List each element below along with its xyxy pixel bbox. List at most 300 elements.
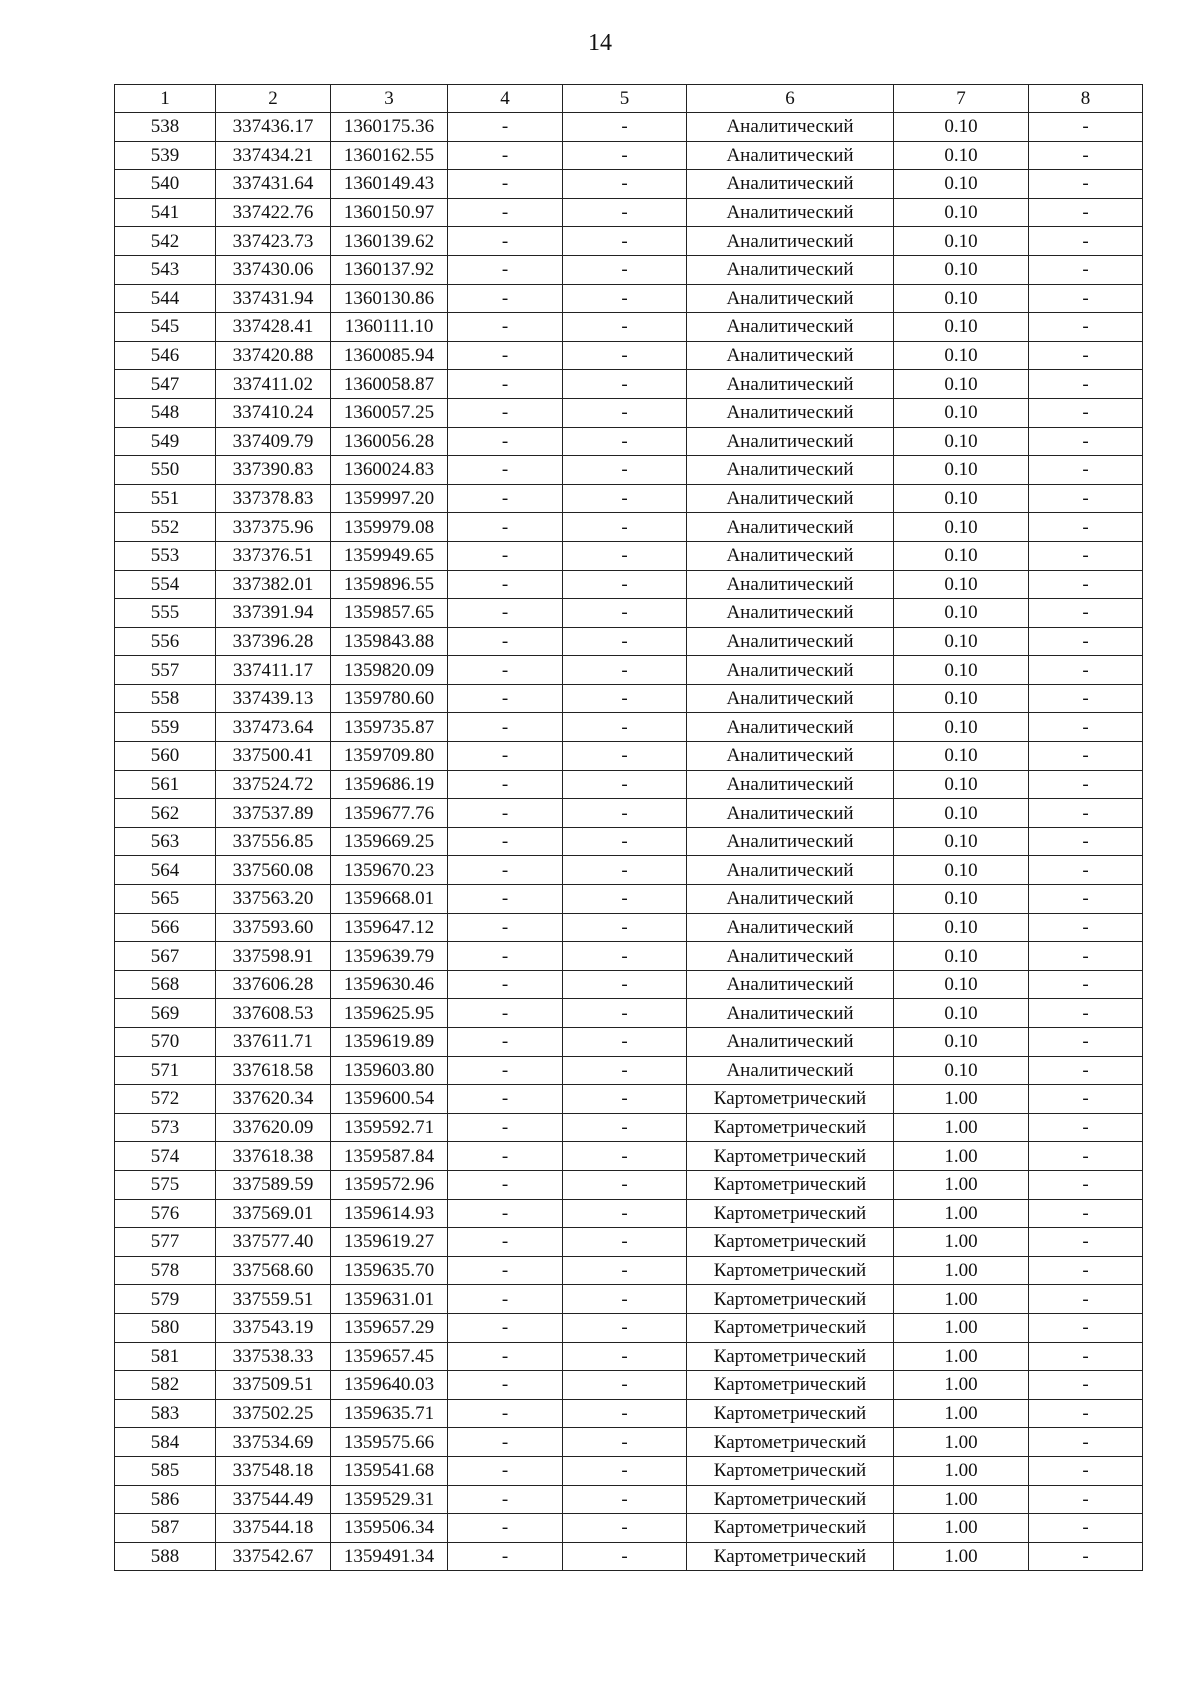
table-row	[115, 970, 1143, 999]
table-row	[115, 656, 1143, 685]
table-cell: 0.10	[894, 198, 1029, 227]
table-cell: 560	[115, 742, 216, 771]
table-cell: 0.10	[894, 1056, 1029, 1085]
table-cell: 1.00	[894, 1170, 1029, 1199]
table-cell: -	[448, 1199, 563, 1228]
table-row	[115, 684, 1143, 713]
table-cell: 1359614.93	[331, 1199, 448, 1228]
table-cell: 1360149.43	[331, 170, 448, 199]
column-header: 5	[563, 85, 687, 113]
table-cell: -	[563, 113, 687, 142]
table-cell: -	[563, 1170, 687, 1199]
table-cell: -	[563, 999, 687, 1028]
table-cell: Картометрический	[687, 1085, 894, 1114]
table-row	[115, 1170, 1143, 1199]
table-cell: 546	[115, 341, 216, 370]
table-cell: 0.10	[894, 513, 1029, 542]
table-row	[115, 1085, 1143, 1114]
table-cell: -	[563, 198, 687, 227]
table-cell: -	[1029, 1456, 1143, 1485]
table-cell: 587	[115, 1514, 216, 1543]
column-header: 6	[687, 85, 894, 113]
table-cell: -	[1029, 513, 1143, 542]
table-cell: 1359635.71	[331, 1399, 448, 1428]
table-row	[115, 1113, 1143, 1142]
table-cell: 337378.83	[216, 484, 331, 513]
table-cell: Аналитический	[687, 484, 894, 513]
table-cell: 1359657.45	[331, 1342, 448, 1371]
table-cell: -	[448, 370, 563, 399]
table-row	[115, 1199, 1143, 1228]
table-cell: -	[1029, 1485, 1143, 1514]
table-cell: 580	[115, 1313, 216, 1342]
table-cell: Картометрический	[687, 1428, 894, 1457]
table-cell: 0.10	[894, 599, 1029, 628]
table-cell: Аналитический	[687, 827, 894, 856]
table-cell: -	[448, 341, 563, 370]
table-cell: 337431.94	[216, 284, 331, 313]
table-cell: -	[448, 513, 563, 542]
table-cell: Картометрический	[687, 1342, 894, 1371]
table-cell: 0.10	[894, 113, 1029, 142]
table-cell: 0.10	[894, 770, 1029, 799]
table-cell: 0.10	[894, 341, 1029, 370]
column-header: 4	[448, 85, 563, 113]
table-cell: -	[563, 885, 687, 914]
table-cell: 551	[115, 484, 216, 513]
table-cell: -	[563, 313, 687, 342]
table-cell: 1359670.23	[331, 856, 448, 885]
table-cell: -	[1029, 1228, 1143, 1257]
table-row	[115, 570, 1143, 599]
table-cell: 1359619.27	[331, 1228, 448, 1257]
table-cell: -	[563, 284, 687, 313]
table-cell: 577	[115, 1228, 216, 1257]
table-cell: 1.00	[894, 1113, 1029, 1142]
table-cell: -	[1029, 942, 1143, 971]
table-cell: -	[448, 1456, 563, 1485]
table-cell: -	[1029, 398, 1143, 427]
table-cell: -	[563, 599, 687, 628]
table-cell: 582	[115, 1371, 216, 1400]
table-header-row	[115, 85, 1143, 113]
table-cell: 337390.83	[216, 456, 331, 485]
column-header: 2	[216, 85, 331, 113]
table-cell: 337439.13	[216, 684, 331, 713]
table-cell: 337620.34	[216, 1085, 331, 1114]
table-cell: 1359625.95	[331, 999, 448, 1028]
table-cell: 0.10	[894, 313, 1029, 342]
table-cell: 1359491.34	[331, 1542, 448, 1571]
table-cell: -	[1029, 885, 1143, 914]
coordinates-table	[114, 84, 1143, 1571]
table-cell: -	[563, 942, 687, 971]
table-cell: Картометрический	[687, 1142, 894, 1171]
table-cell: -	[448, 456, 563, 485]
table-cell: 568	[115, 970, 216, 999]
table-cell: 555	[115, 599, 216, 628]
table-cell: -	[563, 1514, 687, 1543]
table-cell: -	[448, 827, 563, 856]
table-row	[115, 1342, 1143, 1371]
table-cell: -	[563, 770, 687, 799]
table-cell: -	[448, 885, 563, 914]
table-cell: 1360056.28	[331, 427, 448, 456]
table-cell: -	[448, 770, 563, 799]
table-cell: 337509.51	[216, 1371, 331, 1400]
table-cell: -	[448, 570, 563, 599]
table-cell: 542	[115, 227, 216, 256]
table-cell: 558	[115, 684, 216, 713]
table-row	[115, 885, 1143, 914]
table-cell: -	[563, 1199, 687, 1228]
table-cell: 583	[115, 1399, 216, 1428]
table-cell: Аналитический	[687, 1028, 894, 1057]
table-cell: -	[563, 1313, 687, 1342]
table-cell: 570	[115, 1028, 216, 1057]
table-cell: 337537.89	[216, 799, 331, 828]
table-cell: 1359603.80	[331, 1056, 448, 1085]
table-cell: -	[563, 1142, 687, 1171]
table-cell: 337568.60	[216, 1256, 331, 1285]
table-cell: 540	[115, 170, 216, 199]
table-cell: 0.10	[894, 484, 1029, 513]
table-row	[115, 141, 1143, 170]
table-cell: -	[448, 1285, 563, 1314]
table-cell: 543	[115, 255, 216, 284]
table-cell: -	[563, 799, 687, 828]
table-cell: -	[448, 541, 563, 570]
table-cell: 559	[115, 713, 216, 742]
table-cell: -	[1029, 1028, 1143, 1057]
table-cell: -	[448, 1399, 563, 1428]
table-cell: -	[1029, 1056, 1143, 1085]
table-cell: -	[563, 1085, 687, 1114]
table-cell: 337563.20	[216, 885, 331, 914]
table-cell: 0.10	[894, 799, 1029, 828]
table-cell: -	[1029, 227, 1143, 256]
table-cell: -	[1029, 856, 1143, 885]
table-cell: -	[448, 713, 563, 742]
table-row	[115, 1399, 1143, 1428]
table-cell: 567	[115, 942, 216, 971]
table-cell: -	[563, 684, 687, 713]
table-cell: -	[1029, 1542, 1143, 1571]
table-cell: -	[1029, 541, 1143, 570]
table-cell: -	[1029, 484, 1143, 513]
table-row	[115, 742, 1143, 771]
table-cell: -	[448, 141, 563, 170]
table-cell: -	[1029, 1256, 1143, 1285]
table-cell: -	[1029, 684, 1143, 713]
table-cell: Аналитический	[687, 656, 894, 685]
table-cell: -	[563, 255, 687, 284]
table-cell: -	[563, 1056, 687, 1085]
table-cell: 544	[115, 284, 216, 313]
table-cell: Картометрический	[687, 1285, 894, 1314]
table-cell: -	[563, 856, 687, 885]
table-cell: -	[563, 713, 687, 742]
table-cell: -	[1029, 970, 1143, 999]
table-cell: Картометрический	[687, 1399, 894, 1428]
table-cell: Аналитический	[687, 799, 894, 828]
table-row	[115, 341, 1143, 370]
table-cell: 585	[115, 1456, 216, 1485]
table-cell: 1360111.10	[331, 313, 448, 342]
table-cell: 0.10	[894, 856, 1029, 885]
table-cell: -	[1029, 1342, 1143, 1371]
table-cell: 337409.79	[216, 427, 331, 456]
table-cell: 337543.19	[216, 1313, 331, 1342]
table-cell: 1.00	[894, 1542, 1029, 1571]
table-cell: 0.10	[894, 398, 1029, 427]
table-cell: 1360175.36	[331, 113, 448, 142]
column-header: 7	[894, 85, 1029, 113]
table-cell: 337577.40	[216, 1228, 331, 1257]
table-cell: 337423.73	[216, 227, 331, 256]
table-cell: -	[563, 1542, 687, 1571]
table-cell: Аналитический	[687, 170, 894, 199]
table-cell: 1359575.66	[331, 1428, 448, 1457]
table-cell: Картометрический	[687, 1170, 894, 1199]
table-cell: -	[563, 141, 687, 170]
table-cell: Аналитический	[687, 770, 894, 799]
table-cell: 0.10	[894, 456, 1029, 485]
table-cell: 545	[115, 313, 216, 342]
table-cell: 573	[115, 1113, 216, 1142]
table-cell: Аналитический	[687, 599, 894, 628]
table-cell: 1359647.12	[331, 913, 448, 942]
table-cell: 1359997.20	[331, 484, 448, 513]
table-cell: 1.00	[894, 1456, 1029, 1485]
table-cell: Аналитический	[687, 541, 894, 570]
table-row	[115, 170, 1143, 199]
table-cell: 337473.64	[216, 713, 331, 742]
table-cell: 1.00	[894, 1142, 1029, 1171]
table-cell: -	[448, 1142, 563, 1171]
table-cell: 0.10	[894, 713, 1029, 742]
table-cell: 1.00	[894, 1514, 1029, 1543]
table-cell: 1359630.46	[331, 970, 448, 999]
table-cell: 1359635.70	[331, 1256, 448, 1285]
table-cell: -	[1029, 742, 1143, 771]
table-cell: 541	[115, 198, 216, 227]
table-cell: -	[448, 284, 563, 313]
table-cell: 0.10	[894, 885, 1029, 914]
table-row	[115, 1142, 1143, 1171]
table-cell: -	[448, 427, 563, 456]
table-cell: 1.00	[894, 1085, 1029, 1114]
table-cell: -	[448, 1113, 563, 1142]
table-cell: -	[563, 1028, 687, 1057]
table-cell: -	[563, 1456, 687, 1485]
table-cell: 0.10	[894, 141, 1029, 170]
table-cell: Аналитический	[687, 227, 894, 256]
table-cell: 337556.85	[216, 827, 331, 856]
table-row	[115, 1456, 1143, 1485]
table-cell: -	[448, 742, 563, 771]
table-row	[115, 227, 1143, 256]
table-cell: -	[448, 170, 563, 199]
table-cell: 0.10	[894, 170, 1029, 199]
table-cell: 554	[115, 570, 216, 599]
table-cell: 1360058.87	[331, 370, 448, 399]
table-cell: 0.10	[894, 913, 1029, 942]
table-cell: -	[563, 456, 687, 485]
table-row	[115, 113, 1143, 142]
column-header: 1	[115, 85, 216, 113]
table-cell: -	[1029, 599, 1143, 628]
table-row	[115, 255, 1143, 284]
table-cell: Аналитический	[687, 284, 894, 313]
table-cell: 1359572.96	[331, 1170, 448, 1199]
table-cell: 1359735.87	[331, 713, 448, 742]
table-cell: Картометрический	[687, 1313, 894, 1342]
table-cell: -	[563, 570, 687, 599]
table-cell: 337598.91	[216, 942, 331, 971]
table-cell: 337538.33	[216, 1342, 331, 1371]
table-cell: 561	[115, 770, 216, 799]
table-cell: -	[563, 1285, 687, 1314]
table-row	[115, 999, 1143, 1028]
table-cell: -	[563, 1228, 687, 1257]
table-cell: -	[1029, 1313, 1143, 1342]
table-cell: 337618.58	[216, 1056, 331, 1085]
table-row	[115, 913, 1143, 942]
table-cell: -	[563, 484, 687, 513]
table-row	[115, 1056, 1143, 1085]
table-cell: 337396.28	[216, 627, 331, 656]
table-cell: -	[563, 398, 687, 427]
table-cell: -	[1029, 627, 1143, 656]
table-cell: -	[1029, 656, 1143, 685]
table-cell: Аналитический	[687, 427, 894, 456]
table-cell: 563	[115, 827, 216, 856]
table-cell: 0.10	[894, 227, 1029, 256]
table-cell: 337391.94	[216, 599, 331, 628]
table-cell: 1359668.01	[331, 885, 448, 914]
table-cell: -	[448, 1085, 563, 1114]
table-cell: 337589.59	[216, 1170, 331, 1199]
table-cell: -	[448, 1514, 563, 1543]
table-row	[115, 770, 1143, 799]
table-cell: 571	[115, 1056, 216, 1085]
table-cell: 0.10	[894, 742, 1029, 771]
table-cell: 337431.64	[216, 170, 331, 199]
table-cell: 1.00	[894, 1485, 1029, 1514]
table-cell: 0.10	[894, 255, 1029, 284]
table-cell: Картометрический	[687, 1485, 894, 1514]
table-cell: 1359639.79	[331, 942, 448, 971]
table-cell: -	[448, 684, 563, 713]
table-cell: 337434.21	[216, 141, 331, 170]
table-cell: 337410.24	[216, 398, 331, 427]
table-cell: 0.10	[894, 284, 1029, 313]
table-cell: 581	[115, 1342, 216, 1371]
table-cell: 1359506.34	[331, 1514, 448, 1543]
table-cell: 1359857.65	[331, 599, 448, 628]
table-cell: 1359896.55	[331, 570, 448, 599]
table-cell: 1359600.54	[331, 1085, 448, 1114]
table-cell: -	[448, 1228, 563, 1257]
table-cell: -	[448, 1371, 563, 1400]
table-cell: Аналитический	[687, 255, 894, 284]
table-cell: -	[563, 541, 687, 570]
table-cell: 337618.38	[216, 1142, 331, 1171]
table-cell: Аналитический	[687, 113, 894, 142]
table-cell: -	[1029, 999, 1143, 1028]
table-cell: 1.00	[894, 1342, 1029, 1371]
table-cell: -	[1029, 198, 1143, 227]
table-row	[115, 1285, 1143, 1314]
table-cell: -	[563, 1256, 687, 1285]
table-cell: Аналитический	[687, 513, 894, 542]
table-cell: -	[563, 656, 687, 685]
table-cell: 547	[115, 370, 216, 399]
table-cell: 549	[115, 427, 216, 456]
table-cell: -	[1029, 913, 1143, 942]
table-cell: -	[563, 742, 687, 771]
table-cell: 574	[115, 1142, 216, 1171]
table-cell: Аналитический	[687, 1056, 894, 1085]
table-cell: 1360139.62	[331, 227, 448, 256]
table-cell: -	[1029, 1285, 1143, 1314]
table-cell: 0.10	[894, 999, 1029, 1028]
table-cell: 548	[115, 398, 216, 427]
table-cell: -	[1029, 170, 1143, 199]
table-cell: -	[448, 599, 563, 628]
table-cell: 0.10	[894, 427, 1029, 456]
table-cell: Аналитический	[687, 970, 894, 999]
table-row	[115, 484, 1143, 513]
table-cell: -	[448, 1342, 563, 1371]
table-cell: 1360137.92	[331, 255, 448, 284]
table-cell: 1359587.84	[331, 1142, 448, 1171]
table-cell: 566	[115, 913, 216, 942]
table-cell: 0.10	[894, 656, 1029, 685]
table-cell: 337608.53	[216, 999, 331, 1028]
table-cell: Аналитический	[687, 942, 894, 971]
table-cell: 1359631.01	[331, 1285, 448, 1314]
table-cell: -	[1029, 456, 1143, 485]
table-cell: -	[448, 999, 563, 1028]
table-cell: -	[563, 1428, 687, 1457]
table-cell: 1360150.97	[331, 198, 448, 227]
table-cell: -	[448, 484, 563, 513]
table-cell: Картометрический	[687, 1199, 894, 1228]
table-cell: 1359529.31	[331, 1485, 448, 1514]
table-cell: Аналитический	[687, 370, 894, 399]
table-cell: -	[448, 856, 563, 885]
table-cell: 1.00	[894, 1199, 1029, 1228]
table-row	[115, 1542, 1143, 1571]
table-cell: Аналитический	[687, 999, 894, 1028]
table-cell: 1.00	[894, 1399, 1029, 1428]
table-cell: Картометрический	[687, 1371, 894, 1400]
table-row	[115, 1371, 1143, 1400]
table-row	[115, 313, 1143, 342]
table-cell: 337544.49	[216, 1485, 331, 1514]
table-row	[115, 513, 1143, 542]
table-cell: Аналитический	[687, 913, 894, 942]
table-cell: Картометрический	[687, 1542, 894, 1571]
table-cell: -	[448, 313, 563, 342]
table-cell: Аналитический	[687, 856, 894, 885]
table-cell: 337544.18	[216, 1514, 331, 1543]
table-cell: 1359780.60	[331, 684, 448, 713]
table-cell: -	[448, 1313, 563, 1342]
table-row	[115, 1428, 1143, 1457]
